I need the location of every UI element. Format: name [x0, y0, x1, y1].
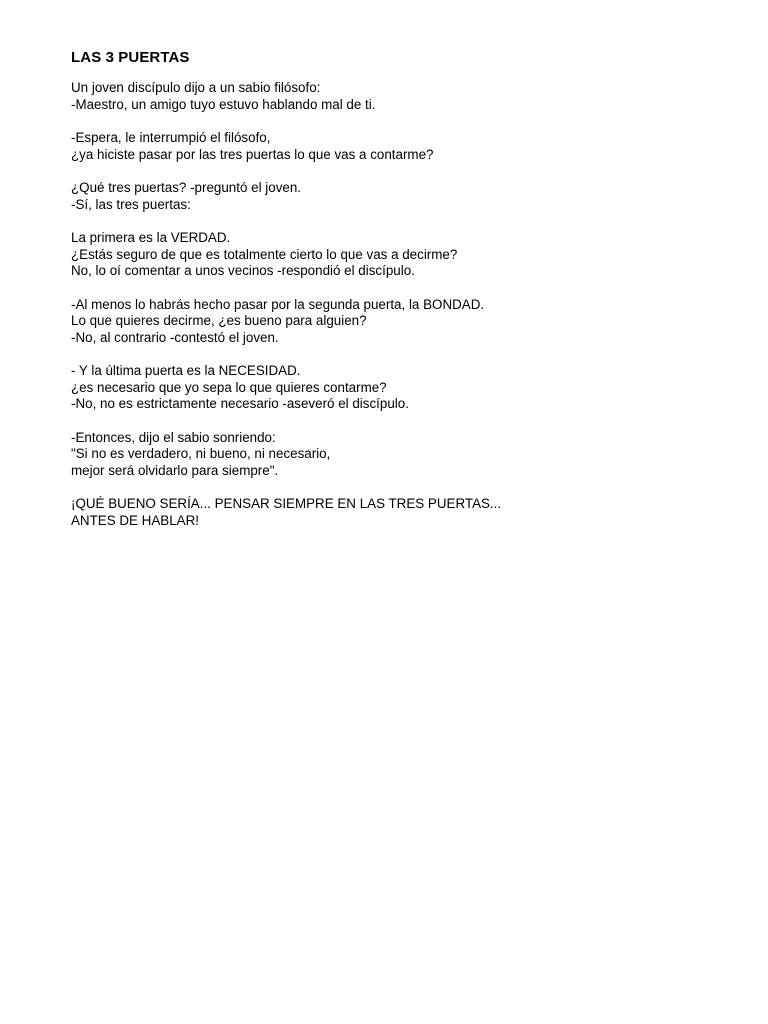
text-line: - Y la última puerta es la NECESIDAD. [71, 363, 301, 378]
text-line: -Al menos lo habrás hecho pasar por la segunda puerta, la BONDAD. [71, 296, 485, 312]
text-line: ¿Qué tres puertas? -preguntó el joven. [71, 180, 302, 195]
paragraph [71, 80, 721, 113]
paragraph [71, 130, 721, 163]
text-line: -No, al contrario -contestó el joven. [71, 329, 279, 345]
text-line: "Si no es verdadero, ni bueno, ni necesario, [71, 446, 331, 461]
text-line: -Maestro, un amigo tuyo estuvo hablando mal de ti. [71, 96, 376, 112]
paragraph [71, 297, 721, 347]
text-line: Un joven discípulo dijo a un sabio filósofo: [71, 80, 321, 95]
text-line: -Entonces, dijo el sabio sonriendo: [71, 429, 276, 445]
text-line: mejor será olvidarlo para siempre". [71, 462, 279, 478]
text-line: La primera es la VERDAD. [71, 230, 231, 245]
document-body [71, 80, 721, 546]
text-line: No, lo oí comentar a unos vecinos -respondió el discípulo. [71, 263, 415, 278]
text-line: -No, no es estrictamente necesario -aseveró el discípulo. [71, 396, 409, 411]
text-line: ¿ya hiciste pasar por las tres puertas lo que vas a contarme? [71, 146, 434, 162]
text-line: Lo que quieres decirme, ¿es bueno para alguien? [71, 313, 367, 328]
text-line: ¡QUÉ BUENO SERÍA... PENSAR SIEMPRE EN LAS TRES PUERTAS... [71, 496, 502, 511]
text-line: ¿Estás seguro de que es totalmente cierto lo que vas a decirme? [71, 246, 458, 262]
paragraph [71, 496, 721, 529]
paragraph [71, 230, 721, 280]
paragraph [71, 363, 721, 413]
paragraph [71, 430, 721, 480]
text-line: -Espera, le interrumpió el filósofo, [71, 130, 271, 145]
document-title: LAS 3 PUERTAS [71, 49, 190, 66]
text-line: -Sí, las tres puertas: [71, 196, 191, 212]
paragraph [71, 180, 721, 213]
text-line: ¿es necesario que yo sepa lo que quieres contarme? [71, 379, 387, 395]
text-line: ANTES DE HABLAR! [71, 512, 199, 528]
